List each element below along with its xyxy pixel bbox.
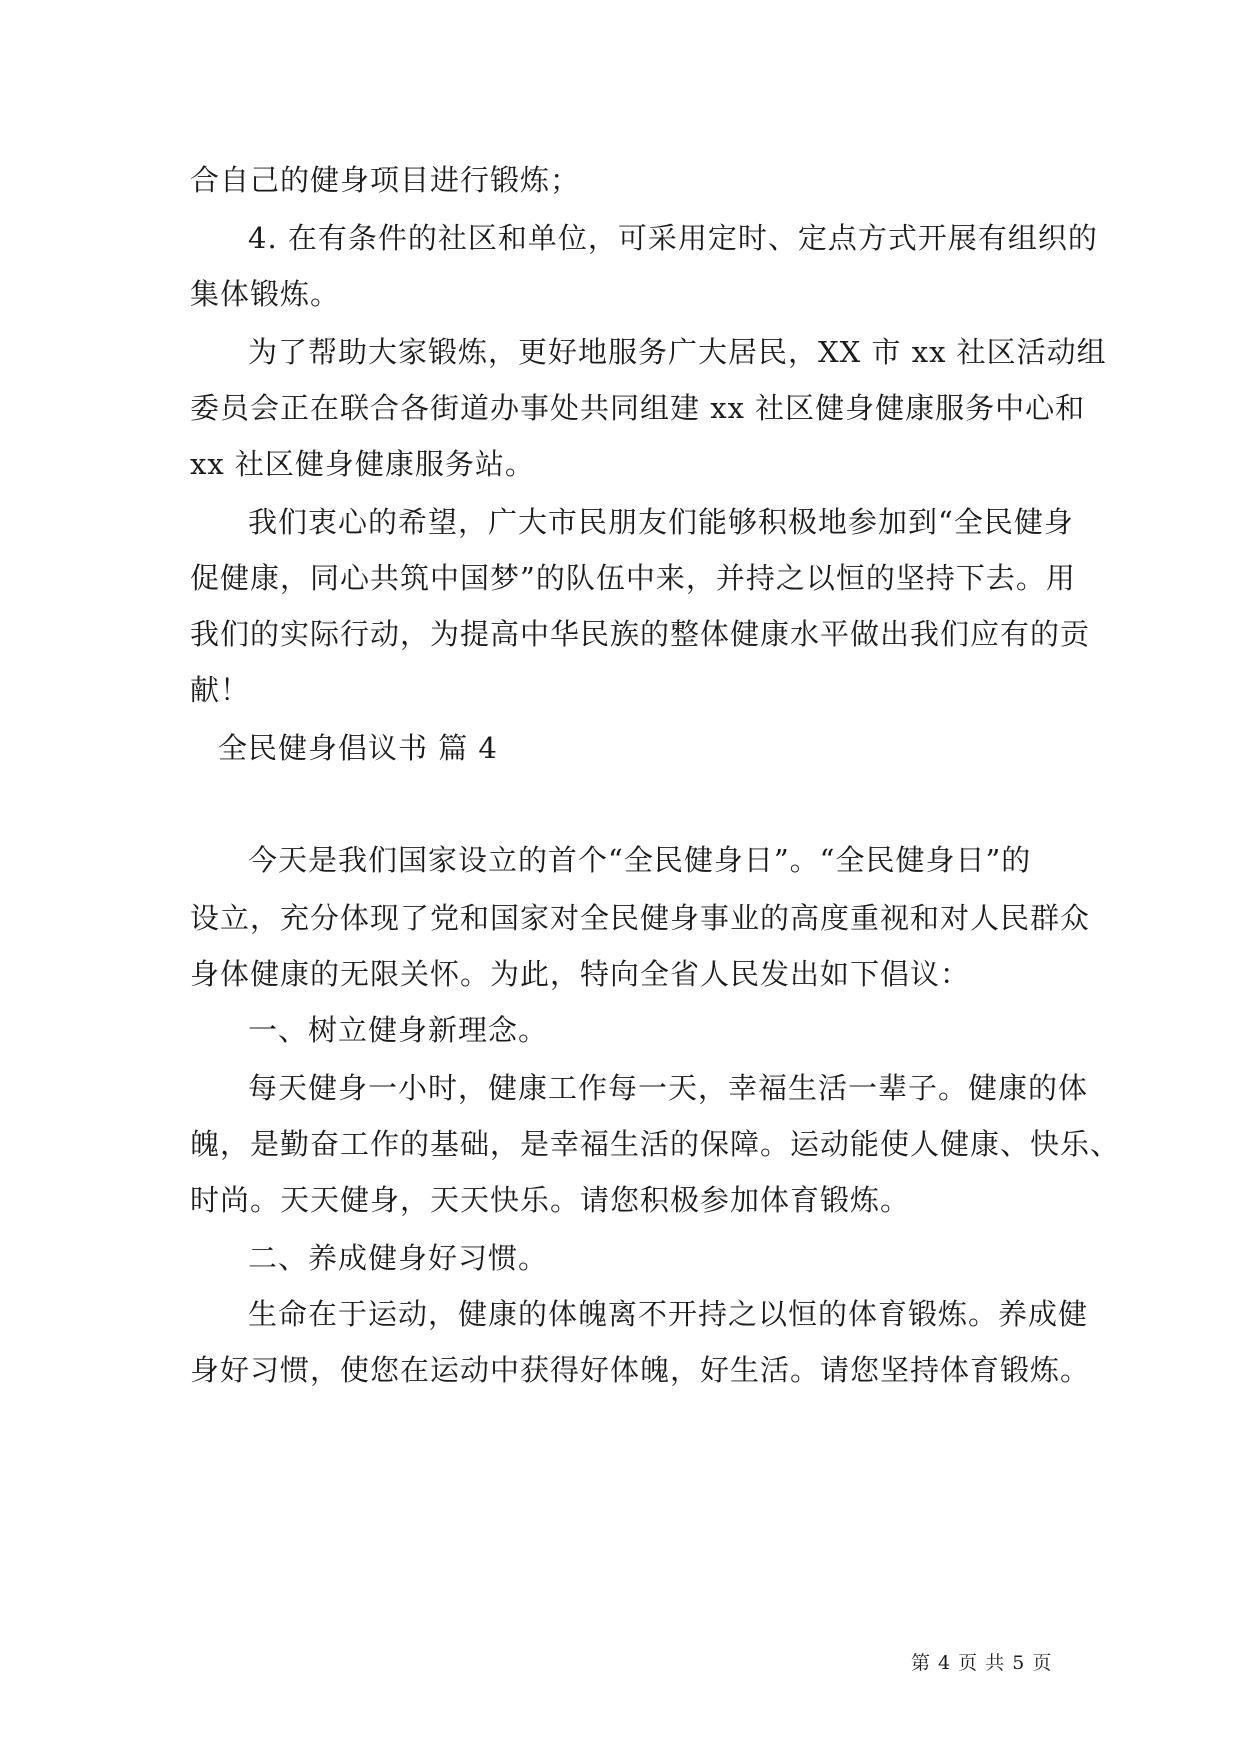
- text-line: 合自己的健身项目进行锻炼；: [190, 163, 581, 197]
- text-line: 身体健康的无限关怀。为此，特向全省人民发出如下倡议：: [190, 957, 971, 991]
- text-line: 为了帮助大家锻炼，更好地服务广大居民，XX 市 xx 社区活动组: [248, 335, 1107, 369]
- text-line: 我们衷心的希望，广大市民朋友们能够积极地参加到“全民健身: [248, 505, 1074, 539]
- text-line: 一、树立健身新理念。: [248, 1013, 549, 1047]
- text-line: 委员会正在联合各街道办事处共同组建 xx 社区健身健康服务中心和: [190, 391, 1086, 425]
- section-heading: 全民健身倡议书 篇 4: [218, 731, 498, 765]
- text-line: 时尚。天天健身，天天快乐。请您积极参加体育锻炼。: [190, 1183, 911, 1217]
- text-line: 魄，是勤奋工作的基础，是幸福生活的保障。运动能使人健康、快乐、: [190, 1127, 1121, 1161]
- text-line: 献！: [190, 673, 251, 707]
- text-line: 生命在于运动，健康的体魄离不开持之以恒的体育锻炼。养成健: [248, 1297, 1089, 1331]
- text-line: 二、养成健身好习惯。: [248, 1241, 549, 1275]
- text-line: 集体锻炼。: [190, 277, 341, 311]
- text-line: 促健康，同心共筑中国梦”的队伍中来，并持之以恒的坚持下去。用: [190, 561, 1076, 595]
- text-line: 身好习惯，使您在运动中获得好体魄，好生活。请您坚持体育锻炼。: [190, 1353, 1091, 1387]
- text-line: xx 社区健身健康服务站。: [190, 447, 535, 481]
- text-line: 每天健身一小时，健康工作每一天，幸福生活一辈子。健康的体: [248, 1071, 1089, 1105]
- text-line: 我们的实际行动，为提高中华民族的整体健康水平做出我们应有的贡: [190, 617, 1091, 651]
- text-line: 设立，充分体现了党和国家对全民健身事业的高度重视和对人民群众: [190, 901, 1091, 935]
- text-line: 今天是我们国家设立的首个“全民健身日”。“全民健身日”的: [248, 843, 1032, 877]
- page-number-footer: 第 4 页 共 5 页: [911, 1652, 1053, 1674]
- text-line: 4. 在有条件的社区和单位，可采用定时、定点方式开展有组织的: [248, 221, 1098, 255]
